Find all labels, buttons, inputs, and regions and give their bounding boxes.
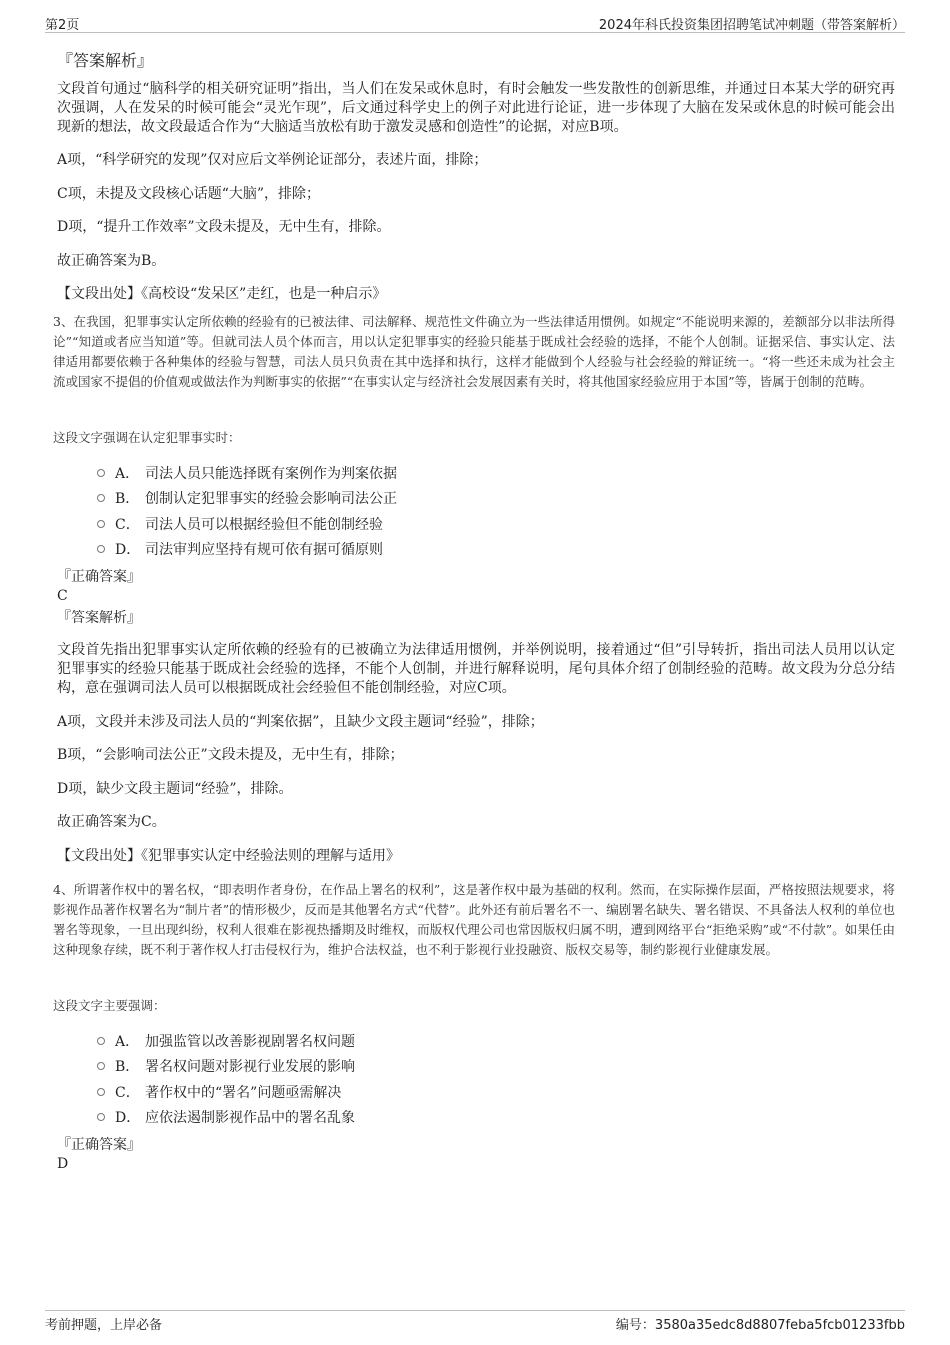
q2-analysis-label: 『答案解析』 — [57, 51, 154, 70]
radio-icon[interactable] — [97, 1037, 105, 1045]
q3-answer-label: 『正确答案』 — [57, 569, 141, 585]
q2-note-a: A项，“科学研究的发现”仅对应后文举例论证部分，表述片面，排除； — [57, 152, 488, 168]
q4-answer: D — [57, 1156, 69, 1172]
q3-answer: C — [57, 588, 68, 604]
q3-option-a[interactable]: A． 司法人员只能选择既有案例作为判案依据 — [97, 460, 935, 486]
q2-source: 【文段出处】《高校设“发呆区”走红，也是一种启示》 — [57, 286, 387, 302]
radio-icon[interactable] — [97, 1088, 105, 1096]
q3-option-b[interactable]: B． 创制认定犯罪事实的经验会影响司法公正 — [97, 486, 935, 512]
page-number: 第2页 — [45, 18, 80, 33]
q3-note-a: A项，文段并未涉及司法人员的“判案依据”，且缺少文段主题词“经验”，排除； — [57, 714, 544, 730]
q3-options — [57, 460, 935, 562]
q2-note-d: D项，“提升工作效率”文段未提及，无中生有，排除。 — [57, 219, 391, 235]
radio-icon[interactable] — [97, 1113, 105, 1121]
q2-conclusion: 故正确答案为B。 — [57, 253, 166, 269]
page-header — [45, 12, 905, 33]
radio-icon[interactable] — [97, 520, 105, 528]
q4-passage: 4、所谓著作权中的署名权，“即表明作者身份，在作品上署名的权利”，这是著作权中最为基础的权利。然而，在实际操作层面，严格按照法规要求，将影视作品著作权署名为“制片者”的情形极少，反而是其他署名方式“代替”。此外还有前后署名不一、编剧署名缺失、署名错误、不具备法人权利的单位也署名等现象，一旦出现纠纷，权利人很难在影视热播期及时维权，而版权代理公司也常因版权归属不明，遭到网络平台“拒绝采购”或“不付款”。如果任由这种现象存续，既不利于著作权人打击侵权行为，维护合法权益，也不利于影视行业投融资、版权交易等，制约影视行业健康发展。 — [53, 882, 895, 957]
q4-option-c[interactable]: C． 著作权中的“署名”问题亟需解决 — [97, 1079, 935, 1105]
document-code: 编号：3580a35edc8d8807feba5fcb01233fbb — [615, 1318, 905, 1333]
q3-source: 【文段出处】《犯罪事实认定中经验法则的理解与适用》 — [57, 848, 400, 864]
footer-slogan: 考前押题，上岸必备 — [45, 1318, 163, 1333]
radio-icon[interactable] — [97, 469, 105, 477]
q4-stem: 这段文字主要强调： — [53, 998, 166, 1013]
q4-option-b[interactable]: B． 署名权问题对影视行业发展的影响 — [97, 1054, 935, 1080]
q3-analysis-label: 『答案解析』 — [57, 610, 141, 626]
q3-passage: 3、在我国，犯罪事实认定所依赖的经验有的已被法律、司法解释、规范性文件确立为一些法律适用惯例。如规定“不能说明来源的，差额部分以非法所得论”“知道或者应当知道”等。但就司法人员个体而言，用以认定犯罪事实的经验只能基于既成社会经验的选择，不能个人创制。证据采信、事实认定、法律适用都要依赖于各种集体的经验与智慧，司法人员只负责在其中选择和执行，这样才能做到个人经验与社会经验的辩证统一。“将一些还未成为社会主流或国家不提倡的价值观或做法作为判断事实的依据”“在事实认定与经济社会发展因素有关时，将其他国家经验应用于本国”等，皆属于创制的范畴。 — [53, 314, 895, 389]
q4-option-a[interactable]: A． 加强监管以改善影视剧署名权问题 — [97, 1028, 935, 1054]
q3-note-d: D项，缺少文段主题词“经验”，排除。 — [57, 781, 293, 797]
q2-analysis-text: 文段首句通过“脑科学的相关研究证明”指出，当人们在发呆或休息时，有时会触发一些发散性的创新思维，并通过日本某大学的研究再次强调，人在发呆的时候可能会“灵光乍现”，后文通过科学史上的例子对此进行论证，进一步体现了大脑在发呆或休息的时候可能会出现新的想法，故文段最适合作为“大脑适当放松有助于激发灵感和创造性”的论据，对应B项。 — [57, 81, 895, 135]
page-footer — [45, 1310, 905, 1331]
q4-options — [57, 1028, 935, 1130]
q2-note-c: C项，未提及文段核心话题“大脑”，排除； — [57, 186, 321, 202]
q4-option-d[interactable]: D． 应依法遏制影视作品中的署名乱象 — [97, 1105, 935, 1131]
document-title: 2024年科氏投资集团招聘笔试冲刺题（带答案解析） — [598, 18, 905, 33]
q3-option-d[interactable]: D． 司法审判应坚持有规可依有据可循原则 — [97, 537, 935, 563]
q3-conclusion: 故正确答案为C。 — [57, 814, 166, 830]
q4-answer-label: 『正确答案』 — [57, 1137, 141, 1153]
q3-option-c[interactable]: C． 司法人员可以根据经验但不能创制经验 — [97, 511, 935, 537]
q3-note-b: B项，“会影响司法公正”文段未提及，无中生有，排除； — [57, 747, 404, 763]
q3-analysis-text: 文段首先指出犯罪事实认定所依赖的经验有的已被确立为法律适用惯例，并举例说明，接着通过“但”引导转折，指出司法人员用以认定犯罪事实的经验只能基于既成社会经验的选择，不能个人创制，并进行解释说明，尾句具体介绍了创制经验的范畴。故文段为分总分结构，意在强调司法人员可以根据既成社会经验但不能创制经验，对应C项。 — [57, 642, 895, 696]
q3-stem: 这段文字强调在认定犯罪事实时： — [53, 430, 241, 445]
radio-icon[interactable] — [97, 1062, 105, 1070]
radio-icon[interactable] — [97, 494, 105, 502]
radio-icon[interactable] — [97, 545, 105, 553]
